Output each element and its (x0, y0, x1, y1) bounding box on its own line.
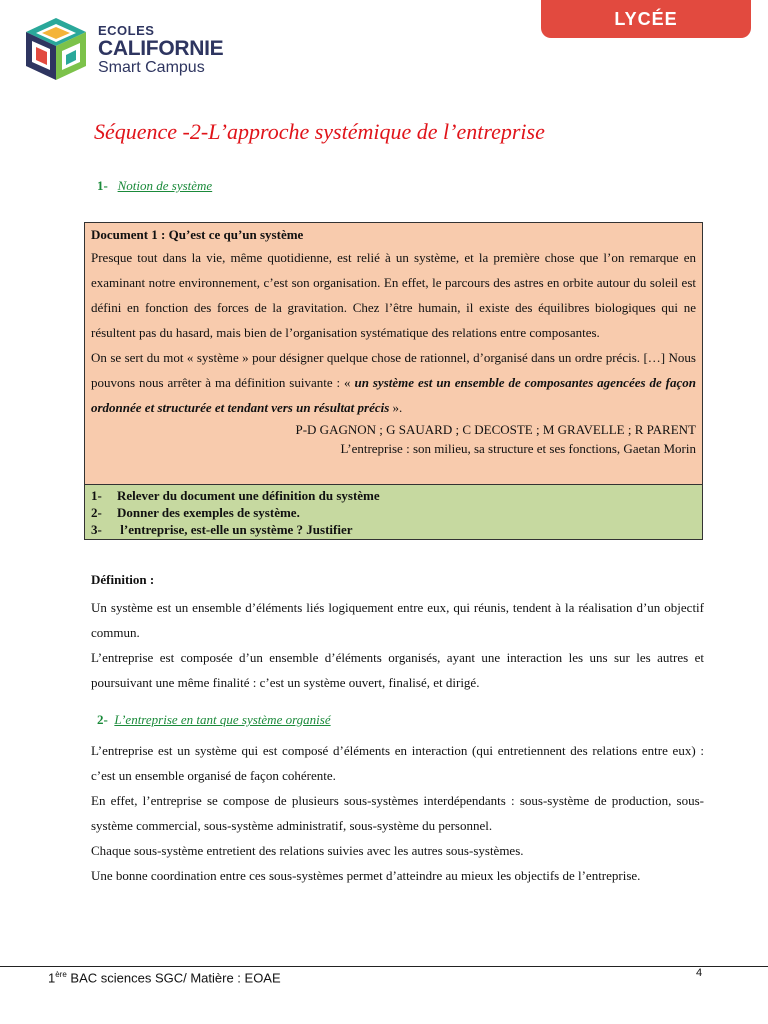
section-2-paragraph-4: Une bonne coordination entre ces sous-systèmes permet d’atteindre au mieux les objectifs de l’entreprise. (91, 868, 641, 883)
section-1-number: 1- (97, 178, 108, 193)
document-text (85, 223, 702, 484)
section-1-heading (97, 178, 212, 194)
document-authors: P-D GAGNON ; G SAUARD ; C DECOSTE ; M GRAVELLE ; R PARENT (295, 422, 696, 437)
definition-paragraph-1: Un système est un ensemble d’éléments liés logiquement entre eux, qui réunis, tendent à la réalisation d’un objectif commun. (91, 600, 704, 640)
definition-paragraph-2: L’entreprise est composée d’un ensemble d’éléments organisés, ayant une interaction les uns sur les autres et poursuivant une même finalité : c’est un système ouvert, finalisé, et dirigé. (91, 650, 704, 690)
section-2-heading (97, 712, 331, 728)
footer-course-label: 1ère BAC sciences SGC/ Matière : EOAE (48, 970, 281, 986)
document-box (84, 222, 703, 540)
page-title: Séquence -2-L’approche systémique de l’entreprise (94, 119, 545, 144)
section-1-title: Notion de système (117, 178, 213, 193)
school-logo (20, 14, 224, 86)
document-heading: Document 1 : Qu’est ce qu’un système (91, 227, 304, 242)
section-2-text (91, 738, 704, 888)
school-logo-icon (20, 14, 92, 84)
section-2-paragraph-2: En effet, l’entreprise se compose de plusieurs sous-systèmes interdépendants : sous-système de production, sous-système commercial, sous-système administratif, sous-système du personnel. (91, 793, 704, 833)
page-number: 4 (696, 967, 703, 979)
footer-divider (0, 966, 768, 967)
document-book: L’entreprise : son milieu, sa structure et ses fonctions, Gaetan Morin (340, 441, 696, 456)
questions-box (85, 484, 702, 539)
definition-text (91, 595, 704, 695)
question-item: 3- l’entreprise, est-elle un système ? Justifier (91, 522, 353, 537)
question-item: 1- Relever du document une définition du système (91, 488, 380, 503)
document-paragraph-1: Presque tout dans la vie, même quotidienne, est relié à un système, et la première chose que l’on remarque en examinant notre environnement, c’est son organisation. En effet, le parcours des astres en orbite autour du soleil est défini en fonction des forces de la gravitation. Chez l’être humain, il existe des équilibres biologiques qui ne résultent pas du hasard, mais bien de l’organisation systématique des relations entre composantes. (91, 250, 696, 340)
section-2-paragraph-3: Chaque sous-système entretient des relations suivies avec les autres sous-systèmes. (91, 843, 524, 858)
document-paragraph-2: On se sert du mot « système » pour désigner quelque chose de rationnel, d’organisé dans un ordre précis. […] Nous pouvons nous arrêter à ma définition suivante : « un système est un ensemble de composantes agencées de façon ordonnée et structurée et tendant vers un résultat précis ». (91, 350, 696, 415)
definition-title: Définition : (91, 572, 155, 587)
logo-line3: Smart Campus (98, 59, 205, 76)
level-badge: LYCÉE (541, 0, 751, 38)
section-2-number: 2- (97, 712, 108, 727)
system-definition-quote: un système est un ensemble de composantes agencées de façon ordonnée et structurée et tendant vers un résultat précis (91, 375, 696, 415)
question-item: 2- Donner des exemples de système. (91, 505, 300, 520)
logo-line2: CALIFORNIE (98, 37, 224, 60)
section-2-title: L’entreprise en tant que système organisé (114, 712, 331, 727)
section-2-paragraph-1: L’entreprise est un système qui est composé d’éléments en interaction (qui entretiennent des relations entre eux) : c’est un ensemble organisé de façon cohérente. (91, 743, 704, 783)
logo-line1: ECOLES (98, 23, 155, 38)
